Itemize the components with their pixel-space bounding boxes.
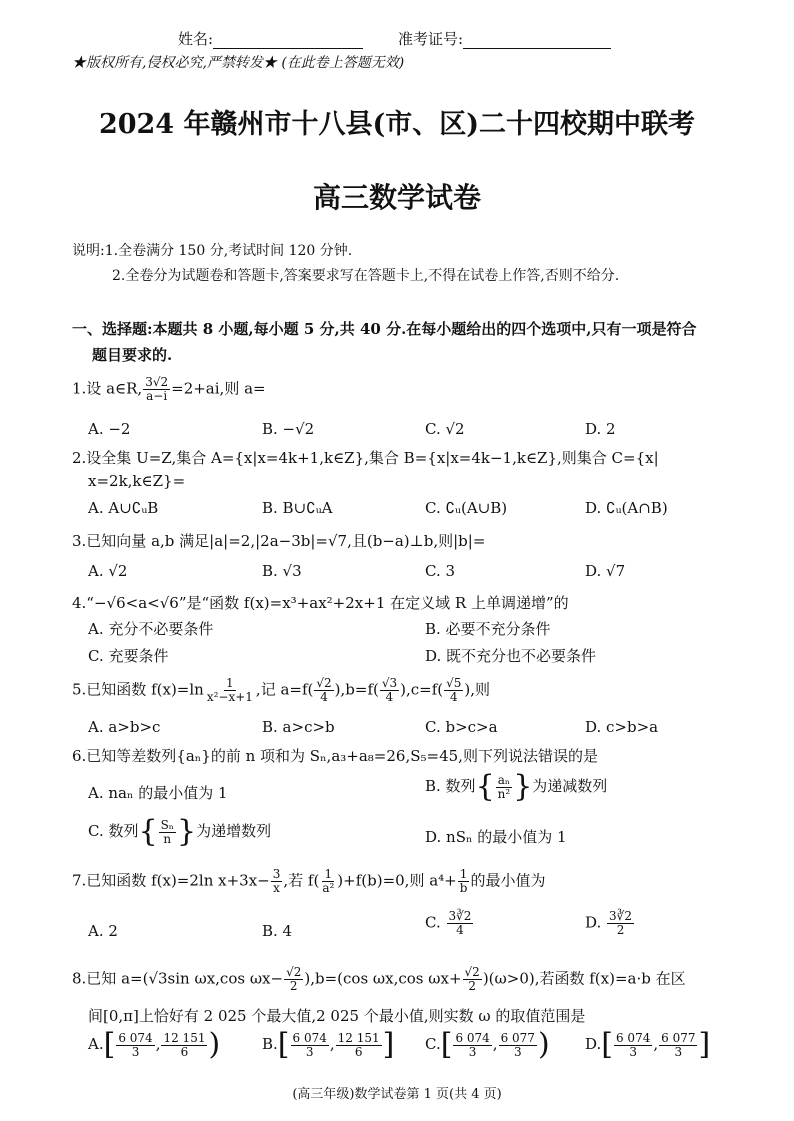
q3-option-d: D. √7 <box>585 562 626 580</box>
page-footer: (高三年级)数学试卷第 1 页(共 4 页) <box>292 1087 502 1102</box>
q6-option-c: C. 数列{ $\frac{\text{Sₙ}}{n}$ }为递增数列 <box>88 814 272 849</box>
question-8-stem-line-2: 间[0,π]上恰好有 2 025 个最大值,2 025 个最小值,则实数 ω 的取值范围是 <box>88 1007 586 1025</box>
q8-option-b: B.[ $\frac{6 074}{3}$ , $\frac{12 151}{6}$ ] <box>262 1027 395 1062</box>
q3-option-a: A. √2 <box>88 562 128 580</box>
question-3-stem: 3.已知向量 a,b 满足|a|=2,|2a−3b|=√7,且(b−a)⊥b,则|b|= <box>72 532 486 550</box>
q1-option-c: C. √2 <box>425 420 465 438</box>
q1-pre: 1.设 a∈R, <box>72 379 143 398</box>
q2-option-b: B. B∪∁ᵤA <box>262 499 333 517</box>
q5-option-a: A. a>b>c <box>88 718 161 736</box>
section-heading-line-1: 一、选择题:本题共 8 小题,每小题 5 分,共 40 分.在每小题给出的四个选项中,只有一项是符合 <box>72 320 697 338</box>
q7-option-d: D. $\frac{3∛2}{2}$ <box>585 909 632 937</box>
exam-title: 2024 年赣州市十八县(市、区)二十四校期中联考 <box>98 109 696 140</box>
q5-option-c: C. b>c>a <box>425 718 498 736</box>
q8-option-a: A.[ $\frac{6 074}{3}$ , $\frac{12 151}{6}$ ) <box>88 1027 221 1062</box>
exam-id-field <box>398 28 611 49</box>
q5-option-d: D. c>b>a <box>585 718 659 736</box>
q3-option-c: C. 3 <box>425 562 456 580</box>
exam-id-label: 准考证号: <box>398 30 464 48</box>
question-4-stem: 4.“−√6<a<√6”是“函数 f(x)=x³+ax²+2x+1 在定义域 R 上单调递增”的 <box>72 594 569 612</box>
q1-option-b: B. −√2 <box>262 420 315 438</box>
q3-option-b: B. √3 <box>262 562 302 580</box>
section-heading-line-2: 题目要求的. <box>92 346 173 364</box>
q4-option-b: B. 必要不充分条件 <box>425 620 551 638</box>
question-7-stem: 7.已知函数 f(x)=2ln x+3x− $\frac{3}{x}$ ,若 f( $\frac{1}{\text{a²}}$ )+f(b)=0,则 a⁴+ $\frac{1}{b}$ 的最小值为 <box>72 867 546 895</box>
q2-option-c: C. ∁ᵤ(A∪B) <box>425 499 508 517</box>
q2-option-d: D. ∁ᵤ(A∩B) <box>585 499 668 517</box>
name-blank <box>213 32 363 49</box>
q4-option-a: A. 充分不必要条件 <box>88 620 214 638</box>
q2-option-a: A. A∪∁ᵤB <box>88 499 159 517</box>
question-2-stem-line-2: x=2k,k∈Z}= <box>88 472 186 490</box>
q8-option-c: C.[ $\frac{6 074}{3}$ , $\frac{6 077}{3}$ ) <box>425 1027 550 1062</box>
q1-option-a: A. −2 <box>88 420 131 438</box>
q4-option-c: C. 充要条件 <box>88 647 169 665</box>
q8-option-d: D.[ $\frac{6 074}{3}$ , $\frac{6 077}{3}$ ] <box>585 1027 711 1062</box>
q1-fraction: $\frac{3√2}{a-i}$ <box>145 375 169 403</box>
exam-subtitle: 高三数学试卷 <box>312 181 481 214</box>
question-8-stem-line-1: 8.已知 a=(√3sin ωx,cos ωx− $\frac{√2}{2}$ ),b=(cos ωx,cos ωx+ $\frac{√2}{2}$ )(ω>0),若函数 f(x)=a·b 在区 <box>72 965 686 993</box>
question-6-stem: 6.已知等差数列{aₙ}的前 n 项和为 Sₙ,a₃+a₈=26,S₅=45,则下列说法错误的是 <box>72 747 598 765</box>
question-2-stem-line-1: 2.设全集 U=Z,集合 A={x|x=4k+1,k∈Z},集合 B={x|x=4k−1,k∈Z},则集合 C={x| <box>72 449 659 467</box>
q6-option-d: D. nSₙ 的最小值为 1 <box>425 828 567 846</box>
q7-option-a: A. 2 <box>88 922 118 940</box>
q5-option-b: B. a>c>b <box>262 718 335 736</box>
q6-option-b: B. 数列{ $\frac{\text{aₙ}}{\text{n²}}$ }为递减数列 <box>425 769 608 804</box>
q6-option-a: A. naₙ 的最小值为 1 <box>88 784 228 802</box>
q1-post: =2+ai,则 a= <box>171 379 266 398</box>
q7-option-c: C. $\frac{3∛2}{4}$ <box>425 909 472 937</box>
exam-id-blank <box>463 32 611 49</box>
q1-option-d: D. 2 <box>585 420 616 438</box>
question-1-stem <box>72 376 266 403</box>
name-field <box>178 28 363 49</box>
q4-option-d: D. 既不充分也不必要条件 <box>425 647 597 665</box>
copyright-notice: ★版权所有,侵权必究,严禁转发★ (在此卷上答题无效) <box>72 55 405 71</box>
name-label: 姓名: <box>178 30 214 48</box>
question-5-stem: 5.已知函数 f(x)=ln $\frac{1}{\text{x²−x+1}}$ ,记 a=f( $\frac{√2}{4}$ ),b=f( $\frac{√3}{4}$ ),c=f( $\frac{√5}{4}$ ),则 <box>72 676 491 704</box>
notes-line-2: 2.全卷分为试题卷和答题卡,答案要求写在答题卡上,不得在试卷上作答,否则不给分. <box>112 268 620 284</box>
q7-option-b: B. 4 <box>262 922 293 940</box>
notes-line-1: 说明:1.全卷满分 150 分,考试时间 120 分钟. <box>72 243 353 259</box>
